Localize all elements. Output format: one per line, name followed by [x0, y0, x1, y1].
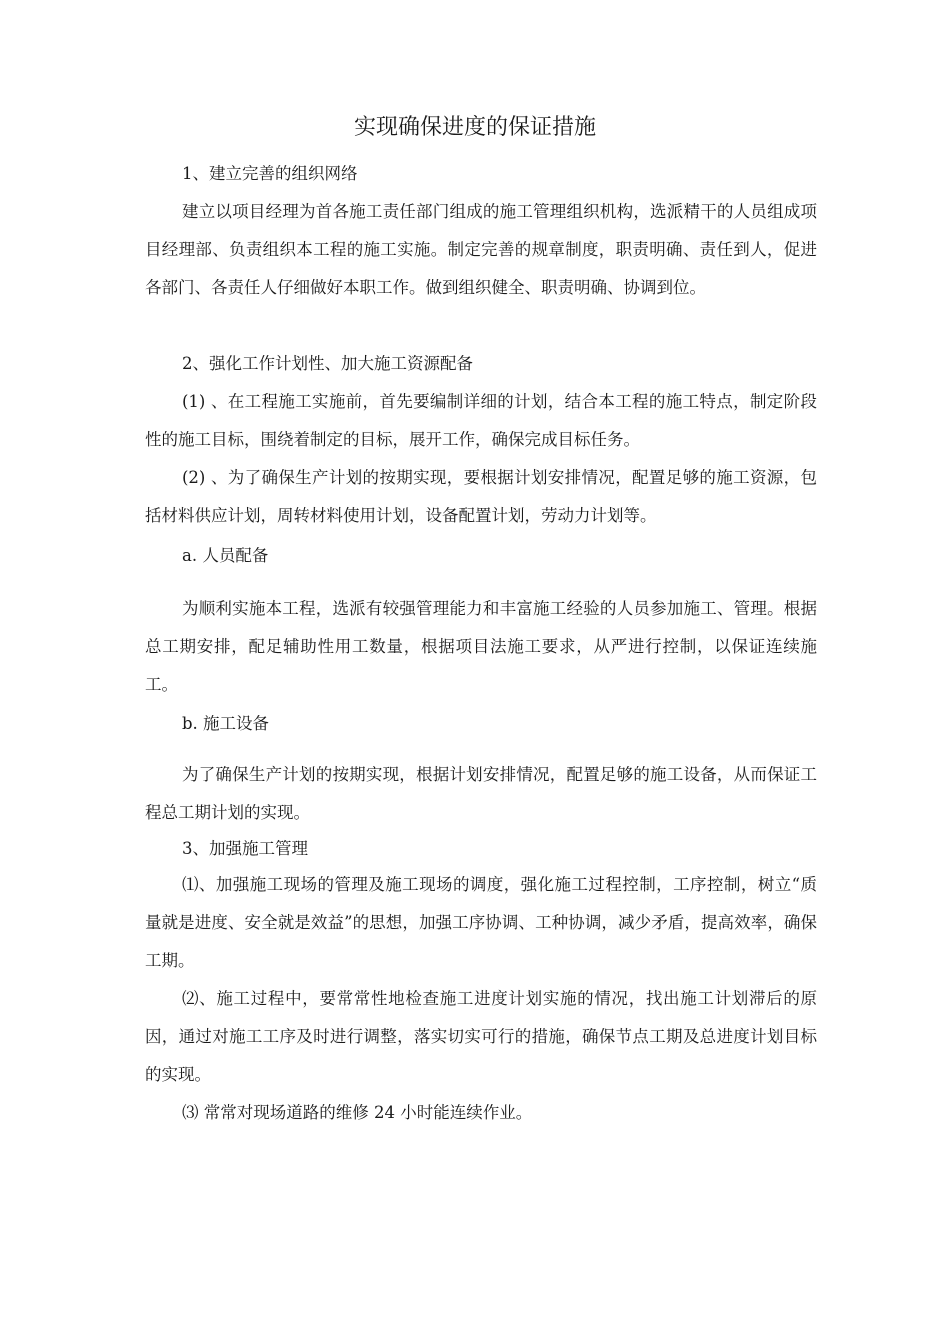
- paragraph-organization: 建立以项目经理为首各施工责任部门组成的施工管理组织机构，选派精干的人员组成项目经理部、负责组织本工程的施工实施。制定完善的规章制度，职责明确、责任到人，促进各部门、各责任人仔细做好本职工作。做到组织健全、职责明确、协调到位。: [145, 202, 817, 297]
- paragraph-management-3: ⑶ 常常对现场道路的维修 24 小时能连续作业。: [182, 1103, 533, 1122]
- document-title: 实现确保进度的保证措施: [353, 115, 596, 140]
- section-heading-1: 1、建立完善的组织网络: [182, 164, 358, 183]
- subheading-staffing: a. 人员配备: [182, 546, 269, 565]
- paragraph-item-1: (1) 、在工程施工实施前，首先要编制详细的计划，结合本工程的施工特点，制定阶段性的施工目标，围绕着制定的目标，展开工作，确保完成目标任务。: [145, 392, 817, 449]
- paragraph-equipment: 为了确保生产计划的按期实现，根据计划安排情况，配置足够的施工设备，从而保证工程总工期计划的实现。: [145, 765, 817, 822]
- subheading-equipment: b. 施工设备: [182, 714, 270, 733]
- paragraph-staffing: 为顺利实施本工程，选派有较强管理能力和丰富施工经验的人员参加施工、管理。根据总工期安排，配足辅助性用工数量，根据项目法施工要求，从严进行控制，以保证连续施工。: [145, 599, 817, 694]
- section-heading-3: 3、加强施工管理: [182, 839, 308, 858]
- section-heading-2: 2、强化工作计划性、加大施工资源配备: [182, 354, 473, 373]
- paragraph-management-2: ⑵、施工过程中，要常常性地检查施工进度计划实施的情况，找出施工计划滞后的原因，通过对施工工序及时进行调整，落实切实可行的措施，确保节点工期及总进度计划目标的实现。: [145, 989, 817, 1084]
- paragraph-management-1: ⑴、加强施工现场的管理及施工现场的调度，强化施工过程控制，工序控制，树立“质量就是进度、安全就是效益”的思想，加强工序协调、工种协调，减少矛盾，提高效率，确保工期。: [145, 875, 817, 970]
- paragraph-item-2: (2) 、为了确保生产计划的按期实现，要根据计划安排情况，配置足够的施工资源，包括材料供应计划，周转材料使用计划，设备配置计划，劳动力计划等。: [145, 468, 817, 525]
